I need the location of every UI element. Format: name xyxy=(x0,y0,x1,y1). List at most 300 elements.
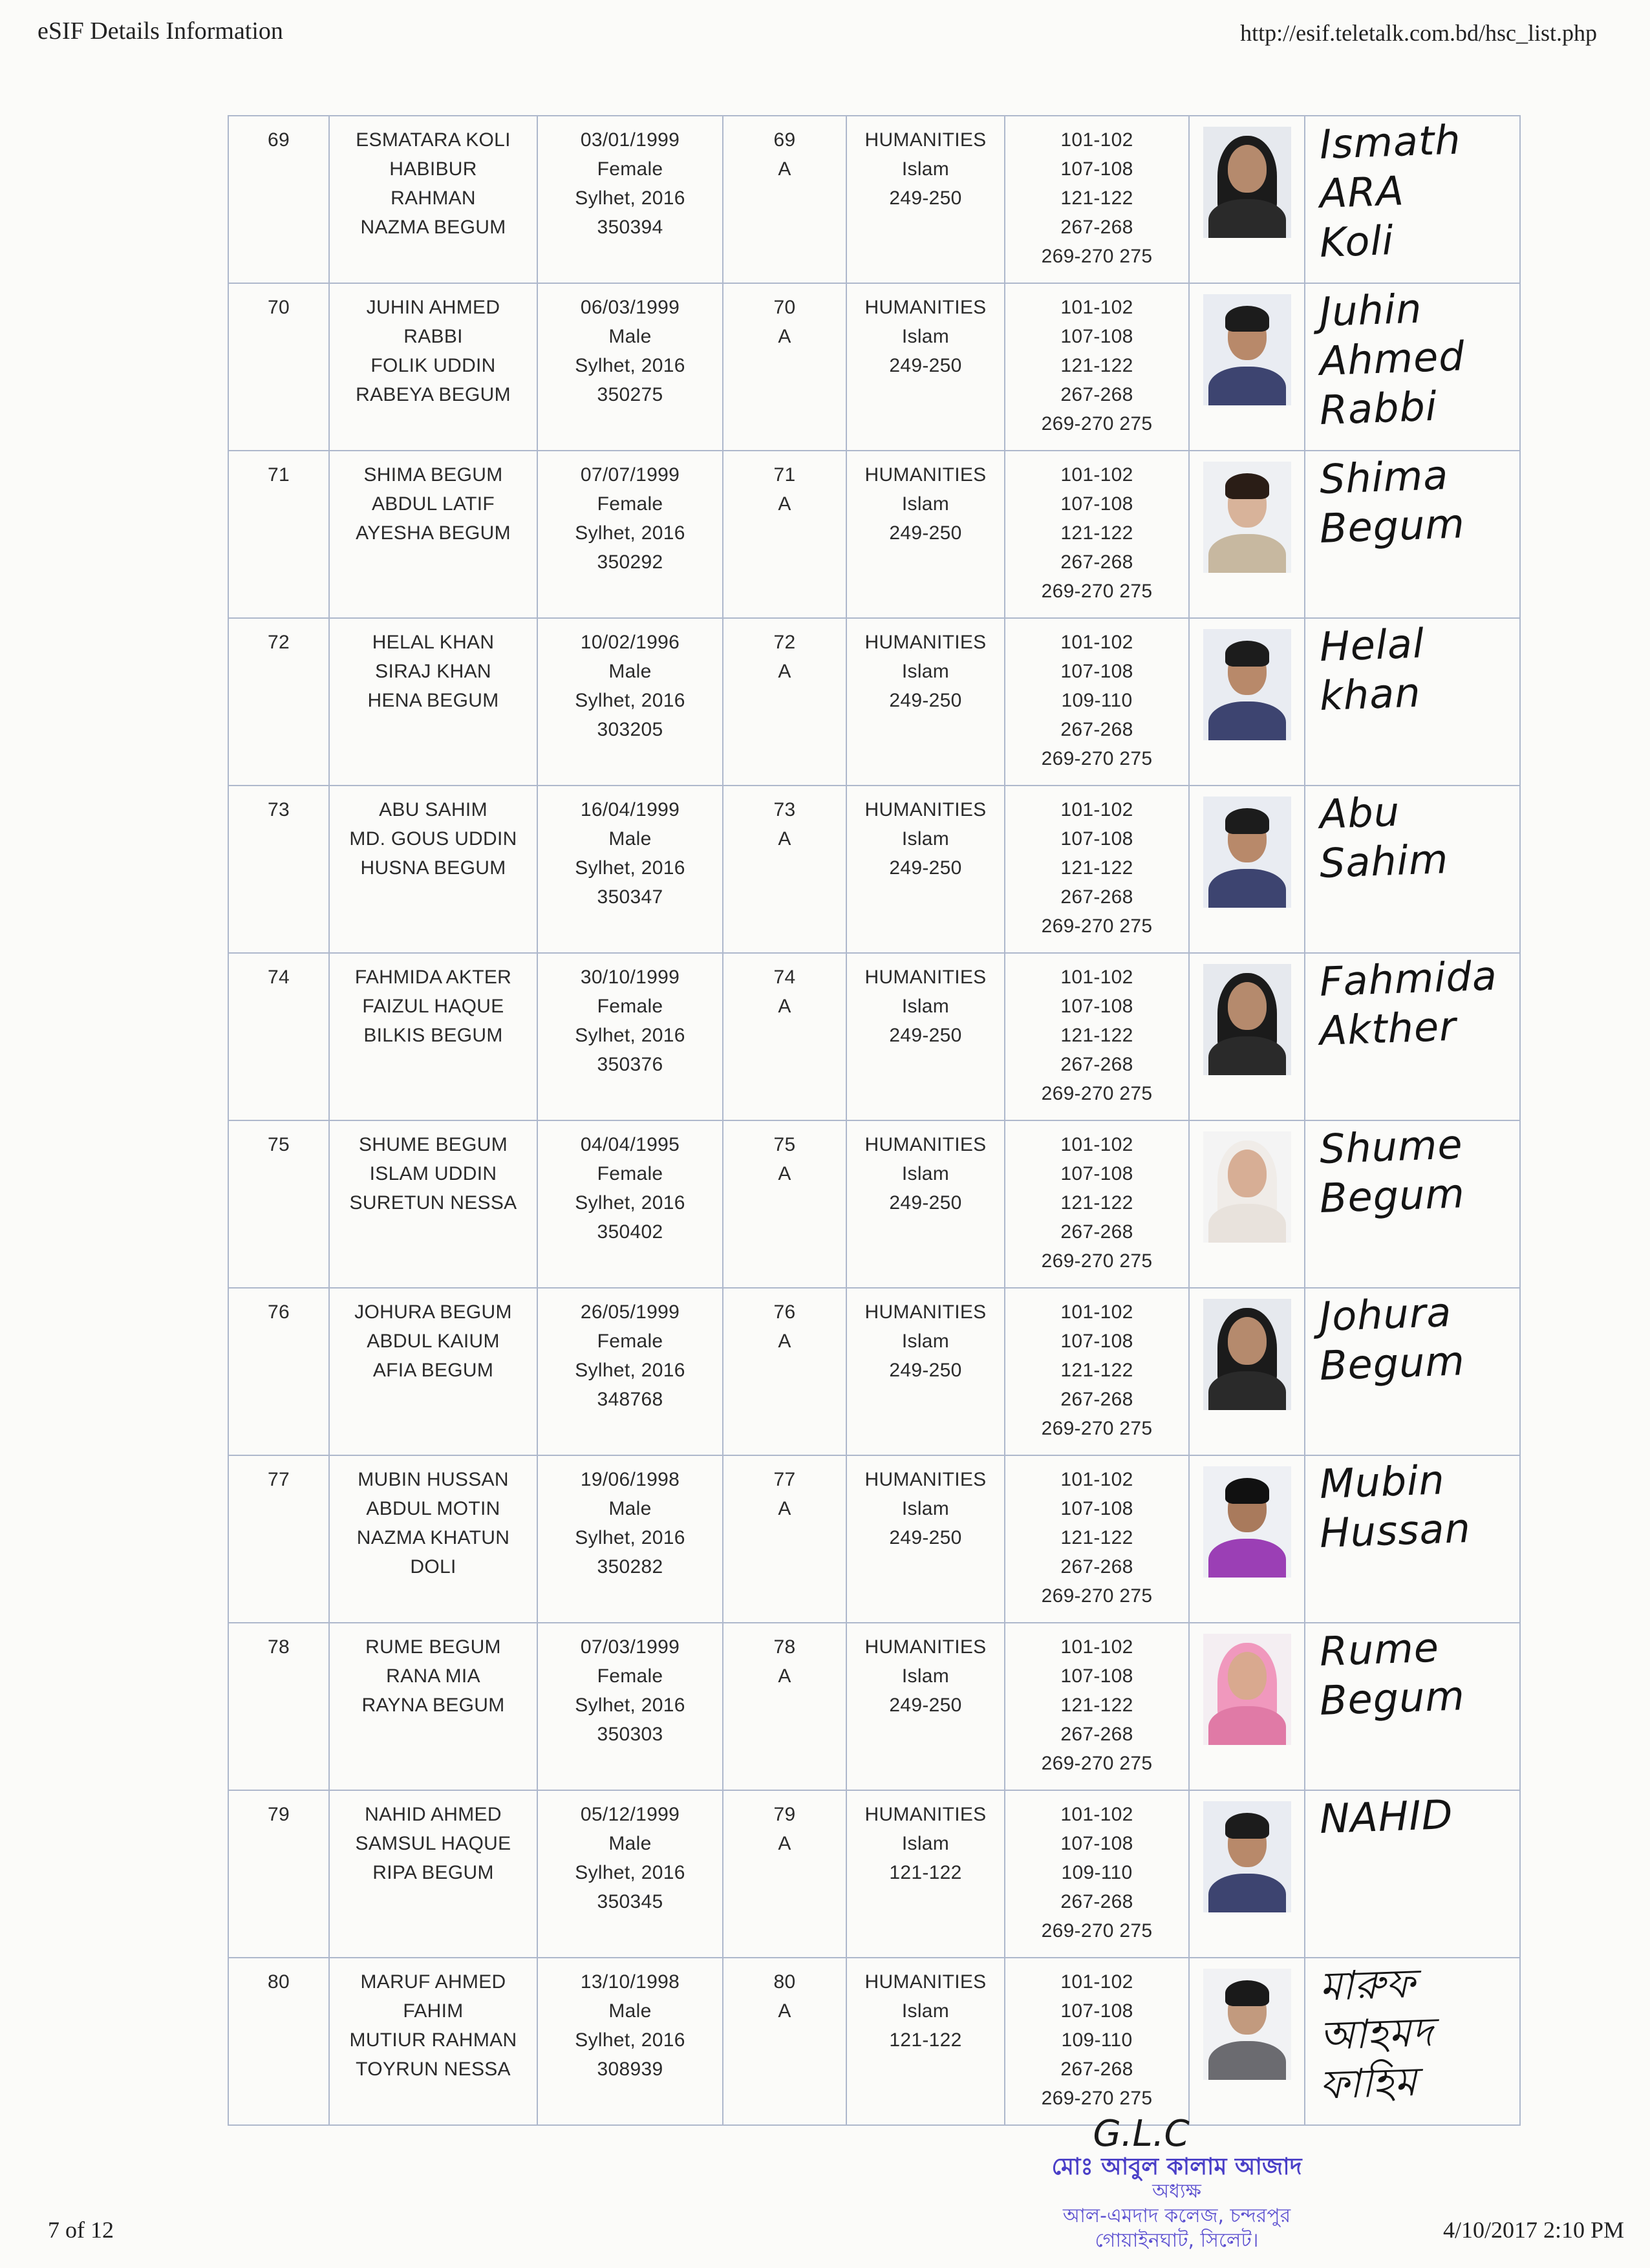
seal-line: মোঃ আবুল কালাম আজাদ xyxy=(1051,2154,1302,2180)
religion: Islam xyxy=(901,493,950,515)
subject-code: 101-102 xyxy=(1060,1134,1133,1155)
section: A xyxy=(778,1163,791,1184)
gender: Male xyxy=(608,661,652,682)
signature-line: Begum xyxy=(1318,1337,1466,1389)
roll-number: 78 xyxy=(773,1636,796,1658)
names-cell xyxy=(329,1455,537,1623)
name-line: HELAL KHAN xyxy=(372,632,495,653)
photo-cell xyxy=(1189,618,1305,786)
subject-code: 107-108 xyxy=(1060,326,1133,347)
principal-initials: G.L.C xyxy=(1093,2113,1190,2155)
signature-line: NAHID xyxy=(1318,1790,1454,1843)
board-year: Sylhet, 2016 xyxy=(575,1862,685,1883)
subject-code: 121-122 xyxy=(1060,522,1133,544)
date-of-birth: 05/12/1999 xyxy=(580,1804,680,1825)
subject-code: 101-102 xyxy=(1060,297,1133,318)
handwritten-signature xyxy=(1318,1623,1519,1726)
group-cell xyxy=(846,618,1005,786)
signature-line: ARA xyxy=(1318,167,1406,217)
roll-cell xyxy=(723,786,846,953)
subject-code: 267-268 xyxy=(1060,1724,1133,1745)
serial-number: 76 xyxy=(268,1301,290,1323)
student-photo xyxy=(1203,964,1291,1075)
signature-line: Begum xyxy=(1318,1672,1466,1724)
name-line: NAZMA BEGUM xyxy=(360,217,506,238)
roll-number: 75 xyxy=(773,1134,796,1155)
board-year: Sylhet, 2016 xyxy=(575,1695,685,1716)
subject-code: 101-102 xyxy=(1060,632,1133,653)
registration-number: 350394 xyxy=(597,217,663,238)
group-cell xyxy=(846,786,1005,953)
group-name: HUMANITIES xyxy=(864,1636,987,1658)
handwritten-signature xyxy=(1318,1288,1519,1391)
photo-hair xyxy=(1225,808,1269,834)
signature-line: Juhin xyxy=(1318,284,1423,336)
photo-face xyxy=(1228,1150,1267,1197)
student-row xyxy=(228,1958,1520,2125)
subject-code: 107-108 xyxy=(1060,1665,1133,1687)
roll-cell xyxy=(723,1958,846,2125)
signature-cell xyxy=(1305,953,1520,1120)
name-line: FAHMIDA AKTER xyxy=(354,967,512,988)
photo-cell xyxy=(1189,1623,1305,1790)
roll-number: 70 xyxy=(773,297,796,318)
serial-number: 72 xyxy=(268,632,290,653)
subject-code: 109-110 xyxy=(1061,690,1133,711)
signature-line: Akther xyxy=(1318,1002,1457,1054)
name-line: MUTIUR RAHMAN xyxy=(349,2029,517,2051)
gender: Female xyxy=(597,1331,663,1352)
group-cell xyxy=(846,953,1005,1120)
serial-number: 78 xyxy=(268,1636,290,1658)
group-cell xyxy=(846,451,1005,618)
serial-cell xyxy=(228,283,329,451)
roll-cell xyxy=(723,1120,846,1288)
signature-line: Rabbi xyxy=(1318,382,1439,434)
handwritten-signature xyxy=(1318,284,1519,435)
photo-body xyxy=(1208,1036,1286,1075)
signature-cell xyxy=(1305,1623,1520,1790)
photo-cell xyxy=(1189,1120,1305,1288)
student-row xyxy=(228,1120,1520,1288)
signature-cell xyxy=(1305,283,1520,451)
name-line: FAHIM xyxy=(403,2000,464,2022)
signature-cell xyxy=(1305,1120,1520,1288)
student-photo xyxy=(1203,1801,1291,1912)
section: A xyxy=(778,1498,791,1519)
serial-cell xyxy=(228,1790,329,1958)
signature-cell xyxy=(1305,1288,1520,1455)
subjects-cell xyxy=(1005,1790,1189,1958)
section: A xyxy=(778,1331,791,1352)
handwritten-signature xyxy=(1318,1120,1519,1223)
names-cell xyxy=(329,1288,537,1455)
subjects-cell xyxy=(1005,786,1189,953)
subject-code: 269-270 275 xyxy=(1041,2088,1153,2109)
subject-code: 101-102 xyxy=(1060,1971,1133,1993)
handwritten-signature xyxy=(1318,1790,1519,1844)
serial-cell xyxy=(228,116,329,283)
student-row xyxy=(228,1288,1520,1455)
name-line: MD. GOUS UDDIN xyxy=(349,828,517,850)
subject-code: 269-270 275 xyxy=(1041,1920,1153,1942)
section: A xyxy=(778,2000,791,2022)
signature-cell xyxy=(1305,786,1520,953)
name-line: HUSNA BEGUM xyxy=(360,857,506,879)
registration-number: 308939 xyxy=(597,2059,663,2080)
signature-line: Rume xyxy=(1318,1623,1441,1675)
subject-code: 267-268 xyxy=(1060,886,1133,908)
page-header-url: http://esif.teletalk.com.bd/hsc_list.php xyxy=(1240,20,1597,46)
registration-number: 350402 xyxy=(597,1221,663,1243)
group-name: HUMANITIES xyxy=(864,799,987,820)
page-number: 7 of 12 xyxy=(48,2217,114,2243)
serial-number: 73 xyxy=(268,799,290,820)
student-photo xyxy=(1203,462,1291,573)
serial-cell xyxy=(228,953,329,1120)
photo-face xyxy=(1228,982,1267,1030)
signature-line: Koli xyxy=(1318,217,1395,266)
handwritten-signature xyxy=(1318,451,1519,553)
subject-code: 107-108 xyxy=(1060,1498,1133,1519)
student-row xyxy=(228,953,1520,1120)
board-year: Sylhet, 2016 xyxy=(575,187,685,209)
board-year: Sylhet, 2016 xyxy=(575,1192,685,1214)
handwritten-signature xyxy=(1318,1456,1519,1558)
birth-info-cell xyxy=(537,1120,723,1288)
subject-code: 269-270 275 xyxy=(1041,246,1153,267)
subject-code: 121-122 xyxy=(1060,1360,1133,1381)
subject-code: 269-270 275 xyxy=(1041,1753,1153,1774)
signature-line: Begum xyxy=(1318,500,1466,552)
photo-body xyxy=(1208,2041,1286,2080)
name-line: DOLI xyxy=(410,1556,456,1578)
signature-line: Begum xyxy=(1318,1170,1466,1222)
subject-code: 107-108 xyxy=(1060,1163,1133,1184)
student-row xyxy=(228,1455,1520,1623)
name-line: BILKIS BEGUM xyxy=(363,1025,503,1046)
roll-number: 73 xyxy=(773,799,796,820)
birth-info-cell xyxy=(537,786,723,953)
registration-number: 350282 xyxy=(597,1556,663,1578)
roll-cell xyxy=(723,283,846,451)
subject-code: 269-270 275 xyxy=(1041,1585,1153,1607)
name-line: ABDUL LATIF xyxy=(371,493,495,515)
group-name: HUMANITIES xyxy=(864,1804,987,1825)
photo-body xyxy=(1208,199,1286,238)
subject-code: 267-268 xyxy=(1060,384,1133,405)
signature-cell xyxy=(1305,451,1520,618)
religion: Islam xyxy=(901,326,950,347)
group-name: HUMANITIES xyxy=(864,1971,987,1993)
subject-code: 101-102 xyxy=(1060,799,1133,820)
date-of-birth: 07/03/1999 xyxy=(580,1636,680,1658)
signature-cell xyxy=(1305,1455,1520,1623)
roll-cell xyxy=(723,1288,846,1455)
names-cell xyxy=(329,786,537,953)
religion: Islam xyxy=(901,1665,950,1687)
names-cell xyxy=(329,283,537,451)
subject-code: 101-102 xyxy=(1060,464,1133,486)
names-cell xyxy=(329,451,537,618)
subject-code: 121-122 xyxy=(1060,187,1133,209)
birth-info-cell xyxy=(537,1623,723,1790)
date-of-birth: 26/05/1999 xyxy=(580,1301,680,1323)
subject-code: 107-108 xyxy=(1060,1833,1133,1854)
signature-line: Mubin xyxy=(1318,1456,1446,1508)
name-line: FAIZUL HAQUE xyxy=(362,996,504,1017)
subject-code: 101-102 xyxy=(1060,1301,1133,1323)
board-year: Sylhet, 2016 xyxy=(575,1360,685,1381)
board-year: Sylhet, 2016 xyxy=(575,1527,685,1548)
subject-code: 121-122 xyxy=(1060,1025,1133,1046)
name-line: ESMATARA KOLI xyxy=(356,129,511,151)
serial-number: 70 xyxy=(268,297,290,318)
gender: Female xyxy=(597,1163,663,1184)
religion: Islam xyxy=(901,1331,950,1352)
serial-number: 71 xyxy=(268,464,290,486)
date-of-birth: 16/04/1999 xyxy=(580,799,680,820)
board-year: Sylhet, 2016 xyxy=(575,522,685,544)
serial-number: 79 xyxy=(268,1804,290,1825)
name-line: JOHURA BEGUM xyxy=(354,1301,512,1323)
subject-code: 267-268 xyxy=(1060,1221,1133,1243)
roll-number: 76 xyxy=(773,1301,796,1323)
group-name: HUMANITIES xyxy=(864,632,987,653)
subject-code: 121-122 xyxy=(1060,355,1133,376)
group-cell xyxy=(846,116,1005,283)
birth-info-cell xyxy=(537,283,723,451)
student-row xyxy=(228,1790,1520,1958)
subject-code: 269-270 275 xyxy=(1041,1083,1153,1104)
date-of-birth: 13/10/1998 xyxy=(580,1971,680,1993)
photo-cell xyxy=(1189,1958,1305,2125)
roll-cell xyxy=(723,116,846,283)
subjects-cell xyxy=(1005,1455,1189,1623)
name-line: RIPA BEGUM xyxy=(372,1862,494,1883)
photo-body xyxy=(1208,869,1286,908)
photo-body xyxy=(1208,1371,1286,1410)
section: A xyxy=(778,996,791,1017)
subject-code: 107-108 xyxy=(1060,158,1133,180)
group-subject-code: 249-250 xyxy=(889,187,962,209)
subject-code: 101-102 xyxy=(1060,1636,1133,1658)
name-line: ABDUL MOTIN xyxy=(366,1498,500,1519)
seal-line: অধ্যক্ষ xyxy=(1152,2180,1201,2203)
signature-line: Shima xyxy=(1318,451,1450,503)
religion: Islam xyxy=(901,2000,950,2022)
date-of-birth: 10/02/1996 xyxy=(580,632,680,653)
names-cell xyxy=(329,1623,537,1790)
serial-number: 80 xyxy=(268,1971,290,1993)
signature-line: Shume xyxy=(1318,1120,1464,1173)
name-line: ISLAM UDDIN xyxy=(369,1163,497,1184)
religion: Islam xyxy=(901,661,950,682)
subject-code: 267-268 xyxy=(1060,1556,1133,1578)
subject-code: 269-270 275 xyxy=(1041,1250,1153,1272)
photo-body xyxy=(1208,367,1286,405)
section: A xyxy=(778,1665,791,1687)
student-row xyxy=(228,451,1520,618)
subject-code: 121-122 xyxy=(1060,857,1133,879)
religion: Islam xyxy=(901,1498,950,1519)
religion: Islam xyxy=(901,1833,950,1854)
subject-code: 101-102 xyxy=(1060,1469,1133,1490)
group-subject-code: 249-250 xyxy=(889,1360,962,1381)
birth-info-cell xyxy=(537,1790,723,1958)
signature-line: Johura xyxy=(1318,1288,1453,1340)
subject-code: 109-110 xyxy=(1061,1862,1133,1883)
photo-hair xyxy=(1225,1980,1269,2006)
board-year: Sylhet, 2016 xyxy=(575,2029,685,2051)
group-name: HUMANITIES xyxy=(864,297,987,318)
photo-body xyxy=(1208,1706,1286,1745)
birth-info-cell xyxy=(537,116,723,283)
student-table xyxy=(228,115,1521,2126)
subject-code: 267-268 xyxy=(1060,217,1133,238)
subjects-cell xyxy=(1005,283,1189,451)
seal-line: গোয়াইনঘাট, সিলেট। xyxy=(1095,2229,1259,2252)
signature-line: khan xyxy=(1318,669,1422,720)
name-line: MUBIN HUSSAN xyxy=(358,1469,509,1490)
birth-info-cell xyxy=(537,1455,723,1623)
section: A xyxy=(778,326,791,347)
serial-number: 69 xyxy=(268,129,290,151)
photo-body xyxy=(1208,1539,1286,1578)
photo-face xyxy=(1228,1652,1267,1700)
photo-cell xyxy=(1189,786,1305,953)
birth-info-cell xyxy=(537,1288,723,1455)
registration-number: 348768 xyxy=(597,1389,663,1410)
principal-seal xyxy=(996,2113,1358,2253)
subjects-cell xyxy=(1005,1288,1189,1455)
group-subject-code: 249-250 xyxy=(889,1025,962,1046)
gender: Female xyxy=(597,1665,663,1687)
photo-body xyxy=(1208,534,1286,573)
student-row xyxy=(228,116,1520,283)
group-subject-code: 249-250 xyxy=(889,690,962,711)
gender: Male xyxy=(608,1833,652,1854)
birth-info-cell xyxy=(537,618,723,786)
student-photo xyxy=(1203,629,1291,740)
photo-cell xyxy=(1189,283,1305,451)
print-datetime: 4/10/2017 2:10 PM xyxy=(1443,2217,1625,2243)
page-header-title: eSIF Details Information xyxy=(38,17,283,45)
serial-cell xyxy=(228,1623,329,1790)
subject-code: 121-122 xyxy=(1060,1527,1133,1548)
signature-line: Fahmida xyxy=(1318,952,1499,1005)
photo-cell xyxy=(1189,451,1305,618)
photo-cell xyxy=(1189,1790,1305,1958)
subject-code: 269-270 275 xyxy=(1041,1418,1153,1439)
subjects-cell xyxy=(1005,618,1189,786)
photo-hair xyxy=(1225,1478,1269,1504)
subjects-cell xyxy=(1005,1120,1189,1288)
roll-cell xyxy=(723,1623,846,1790)
group-cell xyxy=(846,283,1005,451)
group-subject-code: 249-250 xyxy=(889,355,962,376)
serial-cell xyxy=(228,1120,329,1288)
roll-number: 72 xyxy=(773,632,796,653)
subjects-cell xyxy=(1005,116,1189,283)
group-name: HUMANITIES xyxy=(864,464,987,486)
handwritten-signature xyxy=(1318,952,1519,1056)
handwritten-signature xyxy=(1318,116,1519,268)
name-line: FOLIK UDDIN xyxy=(370,355,496,376)
registration-number: 350303 xyxy=(597,1724,663,1745)
name-line: HABIBUR xyxy=(389,158,477,180)
photo-body xyxy=(1208,701,1286,740)
group-cell xyxy=(846,1958,1005,2125)
roll-cell xyxy=(723,1790,846,1958)
registration-number: 350347 xyxy=(597,886,663,908)
signature-line: আহমদ xyxy=(1318,2007,1435,2059)
name-line: SHIMA BEGUM xyxy=(363,464,503,486)
name-line: RAHMAN xyxy=(391,187,476,209)
photo-body xyxy=(1208,1204,1286,1243)
registration-number: 350345 xyxy=(597,1891,663,1912)
photo-hair xyxy=(1225,1813,1269,1839)
subject-code: 107-108 xyxy=(1060,661,1133,682)
subject-code: 267-268 xyxy=(1060,2059,1133,2080)
name-line: NAHID AHMED xyxy=(365,1804,502,1825)
group-subject-code: 249-250 xyxy=(889,522,962,544)
name-line: ABDUL KAIUM xyxy=(367,1331,500,1352)
subject-code: 101-102 xyxy=(1060,129,1133,151)
group-subject-code: 249-250 xyxy=(889,1527,962,1548)
serial-cell xyxy=(228,451,329,618)
group-cell xyxy=(846,1288,1005,1455)
roll-cell xyxy=(723,451,846,618)
name-line: ABU SAHIM xyxy=(379,799,488,820)
student-photo xyxy=(1203,294,1291,405)
religion: Islam xyxy=(901,158,950,180)
group-cell xyxy=(846,1790,1005,1958)
roll-number: 79 xyxy=(773,1804,796,1825)
names-cell xyxy=(329,618,537,786)
name-line: SAMSUL HAQUE xyxy=(355,1833,511,1854)
date-of-birth: 07/07/1999 xyxy=(580,464,680,486)
subject-code: 269-270 275 xyxy=(1041,581,1153,602)
group-name: HUMANITIES xyxy=(864,1134,987,1155)
serial-number: 77 xyxy=(268,1469,290,1490)
gender: Female xyxy=(597,996,663,1017)
date-of-birth: 04/04/1995 xyxy=(580,1134,680,1155)
serial-number: 75 xyxy=(268,1134,290,1155)
signature-line: ফাহিম xyxy=(1318,2057,1419,2108)
signature-line: Ahmed xyxy=(1318,332,1466,385)
name-line: SHUME BEGUM xyxy=(359,1134,508,1155)
student-row xyxy=(228,1623,1520,1790)
subject-code: 107-108 xyxy=(1060,996,1133,1017)
roll-number: 69 xyxy=(773,129,796,151)
group-name: HUMANITIES xyxy=(864,1469,987,1490)
student-row xyxy=(228,786,1520,953)
serial-cell xyxy=(228,786,329,953)
gender: Male xyxy=(608,1498,652,1519)
group-subject-code: 249-250 xyxy=(889,857,962,879)
subjects-cell xyxy=(1005,451,1189,618)
subject-code: 107-108 xyxy=(1060,2000,1133,2022)
handwritten-signature xyxy=(1318,619,1519,721)
group-cell xyxy=(846,1623,1005,1790)
subject-code: 121-122 xyxy=(1060,1695,1133,1716)
name-line: JUHIN AHMED xyxy=(366,297,500,318)
photo-hair xyxy=(1225,306,1269,332)
group-name: HUMANITIES xyxy=(864,967,987,988)
name-line: TOYRUN NESSA xyxy=(356,2059,511,2080)
group-subject-code: 249-250 xyxy=(889,1192,962,1214)
